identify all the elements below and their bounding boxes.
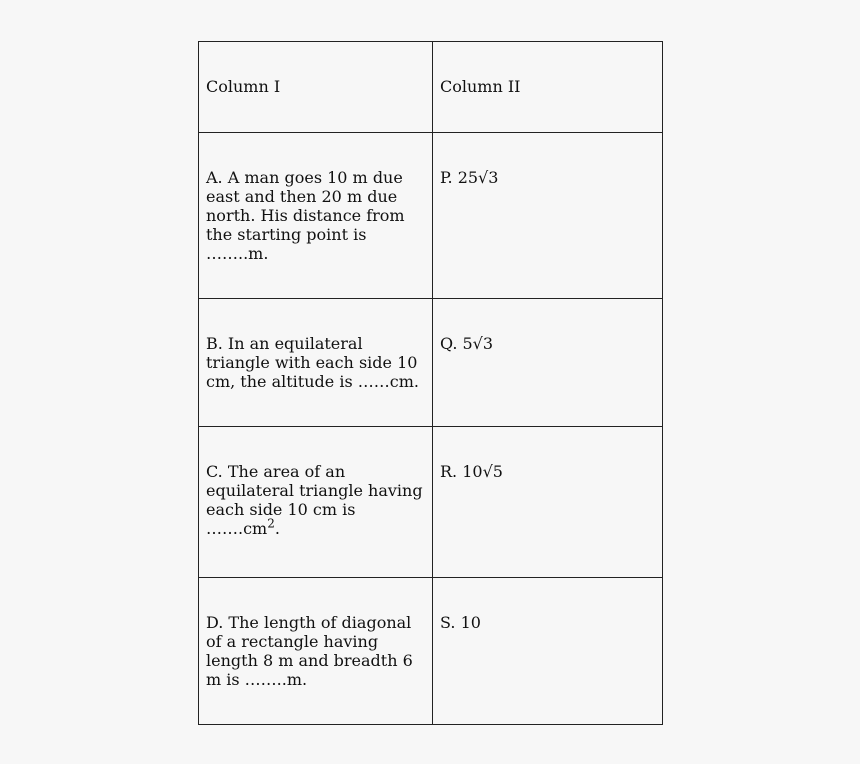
question-d: D. The length of diagonal of a rectangle having length 8 m and breadth 6 m is ……..m. — [199, 578, 433, 725]
question-c-end: . — [274, 519, 280, 538]
table-row — [199, 299, 663, 427]
table-row — [199, 427, 663, 578]
column-2-header: Column II — [433, 42, 663, 133]
answer-p: P. 25√3 — [433, 133, 663, 299]
table-row — [199, 133, 663, 299]
header-row — [199, 42, 663, 133]
answer-r: R. 10√5 — [433, 427, 663, 578]
question-c-text: C. The area of an equilateral triangle having each side 10 cm is …….cm — [206, 462, 423, 538]
column-1-header: Column I — [199, 42, 433, 133]
table-row — [199, 578, 663, 725]
question-c-superscript: 2 — [267, 516, 275, 531]
question-b: B. In an equilateral triangle with each side 10 cm, the altitude is ……cm. — [199, 299, 433, 427]
answer-q: Q. 5√3 — [433, 299, 663, 427]
question-c — [199, 427, 433, 578]
answer-s: S. 10 — [433, 578, 663, 725]
match-the-columns-table — [198, 41, 663, 725]
question-a: A. A man goes 10 m due east and then 20 m due north. His distance from the starting point is ……..m. — [199, 133, 433, 299]
